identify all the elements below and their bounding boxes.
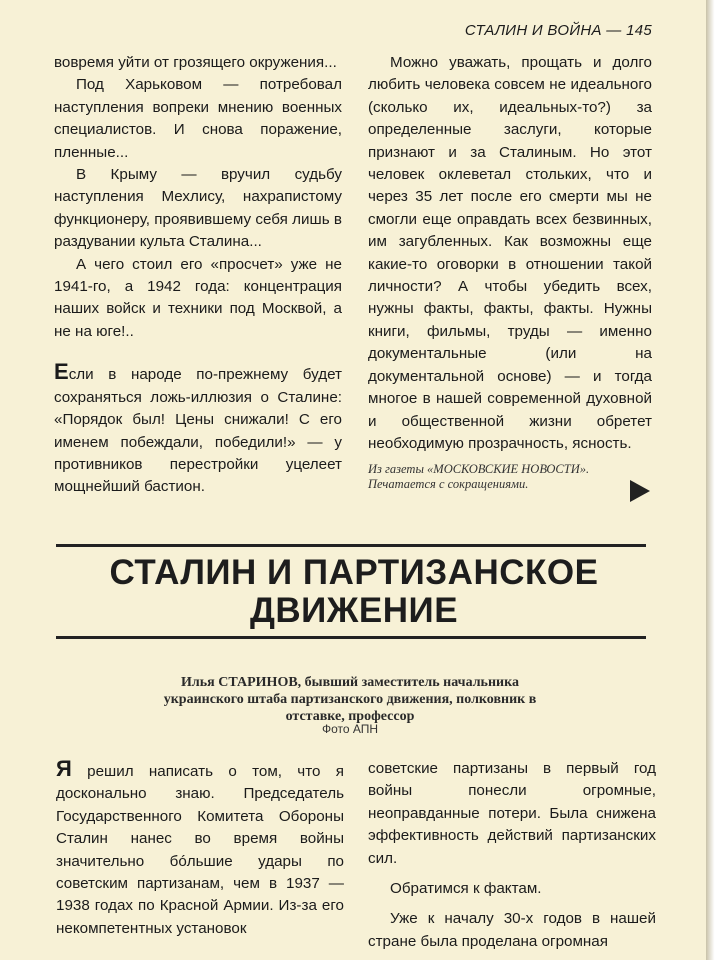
paragraph: Уже к началу 30-х годов в нашей стране была проделана огромная <box>368 910 656 950</box>
source-line: Печатается с сокращениями. <box>368 477 529 491</box>
paragraph: Если в народе по-прежнему будет сохраняться ложь-иллюзия о Сталине: «Порядок был! Цены снижали! С его именем побеждали, победили!» — у противников перестройки уцелеет мощнейший бастион. <box>54 359 342 496</box>
page-edge <box>706 0 720 960</box>
top-right-column <box>368 52 652 455</box>
paragraph: В Крыму — вручил судьбу наступления Мехлису, нахрапистому функционеру, проявившему себя лишь в раздувании культа Сталина... <box>54 166 342 251</box>
photo-credit: Фото АПН <box>321 722 379 736</box>
article-headline <box>56 554 652 630</box>
bottom-left-column <box>56 758 344 940</box>
running-head: СТАЛИН И ВОЙНА — 145 <box>464 22 652 39</box>
headline-rule-bottom <box>56 636 646 639</box>
author-byline: Илья СТАРИНОВ, бывший заместитель начальника украинского штаба партизанского движения, полковник в отставке, профессор <box>163 675 537 724</box>
headline-rule-top <box>56 544 646 547</box>
drop-cap: Я <box>56 756 72 781</box>
paragraph: Обратимся к фактам. <box>390 880 542 898</box>
source-line: Из газеты «МОСКОВСКИЕ НОВОСТИ». <box>368 462 590 476</box>
paragraph: Можно уважать, прощать и долго любить человека совсем не идеального (сколько их, идеальных-то?) за определенные заслуги, которые признают и за Сталиным. Но этот человек оклеветал стольких, что и через 35 лет после его смерти мы не смогли еще оправдать всех безвинных, им загубленных. Как возможны еще какие-то оговорки в отношении такой личности? А чтобы убедить всех, нужны факты, факты, факты. Нужны книги, фильмы, труды — именно документальные (или на документальной основе) — и тогда многое в нашей современной духовной и общественной жизни обретет необходимую прозрачность, ясность. <box>368 54 652 452</box>
top-left-column <box>54 52 342 499</box>
headline-line: ДВИЖЕНИЕ <box>249 591 459 630</box>
paragraph: вовремя уйти от грозящего окружения... <box>54 54 337 71</box>
drop-cap: Е <box>54 359 69 385</box>
paragraph: А чего стоил его «просчет» уже не 1941-го, а 1942 года: концентрация наших войск и техники под Москвой, а не на юге!.. <box>54 255 342 340</box>
bottom-right-column <box>368 758 656 953</box>
paragraph: советские партизаны в первый год войны понесли огромные, неоправданные потери. Была снижена эффективность действий партизанских сил. <box>368 760 656 867</box>
headline-line: СТАЛИН И ПАРТИЗАНСКОЕ <box>109 553 599 592</box>
continue-arrow-icon <box>630 480 650 502</box>
paragraph: Под Харьковом — потребовал наступления вопреки мнению военных специалистов. И снова поражение, пленные... <box>54 76 342 161</box>
source-note <box>368 462 598 492</box>
paragraph: Я решил написать о том, что я досконально знаю. Председатель Государственного Комитета Обороны Сталин нанес во время войны значительно бóльшие удары по советским партизанам, чем в 1937 — 1938 годах по Красной Армии. Из-за его некомпетентных установок <box>56 756 344 937</box>
